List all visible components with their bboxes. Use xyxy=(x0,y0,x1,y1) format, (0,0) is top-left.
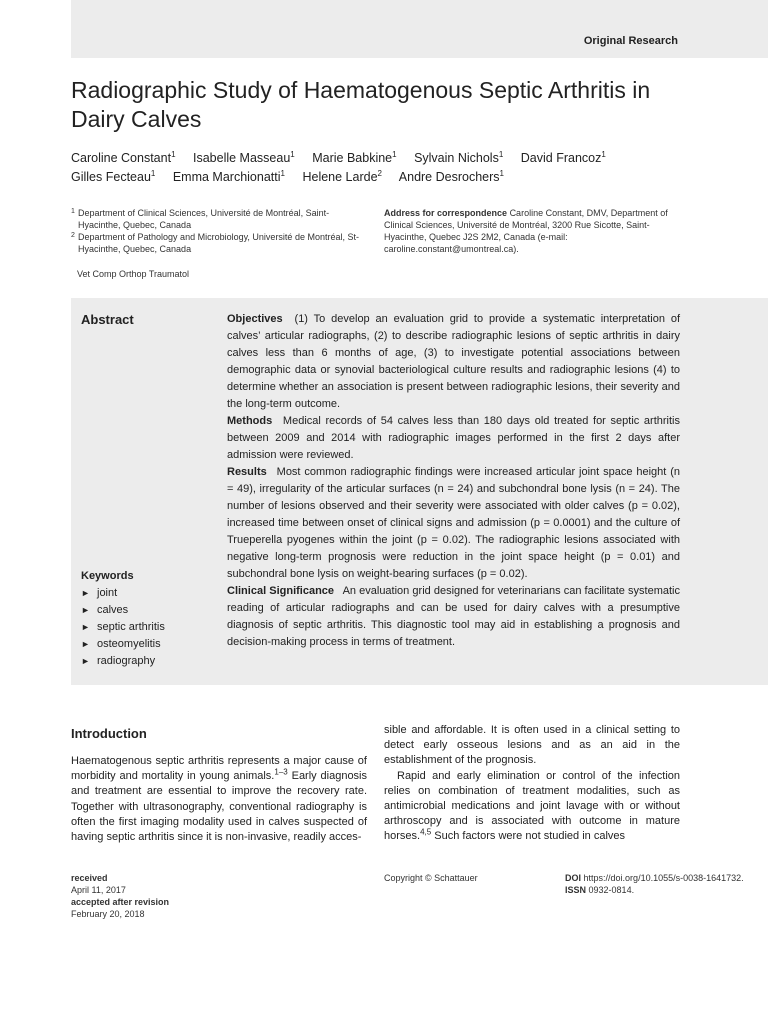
keywords-heading: Keywords xyxy=(81,570,134,582)
arrow-right-icon: ► xyxy=(81,639,90,649)
arrow-right-icon: ► xyxy=(81,588,90,598)
header-bar xyxy=(71,0,768,58)
author: Emma Marchionatti$^1$ xyxy=(172,168,285,184)
keyword-item[interactable]: ► joint xyxy=(81,585,165,602)
article-title: Radiographic Study of Haematogenous Septic Arthritis in Dairy Calves xyxy=(71,77,651,132)
author: Marie Babkine$^1$ xyxy=(312,149,397,165)
arrow-right-icon: ► xyxy=(81,605,90,615)
introduction-heading: Introduction xyxy=(71,726,147,741)
article-type-label: Original Research xyxy=(583,35,678,47)
keyword-item[interactable]: ► septic arthritis xyxy=(81,619,165,636)
journal-name: Vet Comp Orthop Traumatol xyxy=(77,269,190,279)
copyright: Copyright © Schattauer xyxy=(384,873,478,883)
author: Isabelle Masseau$^1$ xyxy=(193,149,295,165)
affiliation-item: 2 Department of Pathology and Microbiology, Université de Montréal, St-Hyacinthe, Quebec, Canada xyxy=(71,232,359,254)
reference-link[interactable]: 1–3 xyxy=(274,767,288,777)
correspondence-address: Address for correspondence Caroline Constant, DMV, Department of Clinical Sciences, Université de Montréal, 3200 Rue Sicotte, Saint-Hyacinthe, Quebec J2S 2M2, Canada (e-mail: caroline.constant@umontreal.ca). xyxy=(384,208,668,254)
introduction-right-column xyxy=(384,723,680,845)
keyword-item[interactable]: ► osteomyelitis xyxy=(81,636,165,653)
author: Gilles Fecteau$^1$ xyxy=(71,168,156,184)
doi-issn xyxy=(565,872,744,896)
issn: ISSN 0932-0814. xyxy=(565,885,635,895)
author: Sylvain Nichols$^1$ xyxy=(414,149,504,165)
abstract-objectives: Objectives (1) To develop an evaluation grid to provide a systematic interpretation of calves’ articular radiographs, (2) to describe radiographic lesions of septic arthritis in dairy calves less than 6 months of age, (3) to investigate potential associations between demographic data or synovial bacteriological culture results and radiographic lesions (4) to determine whether an association is present between radiographic lesions, their severity and the long-term outcome. xyxy=(227,313,680,410)
abstract-significance: Clinical Significance An evaluation grid designed for veterinarians can facilitate systematic reading of articular radiographs and can be used for dairy calves with a presumptive diagnosis of septic arthritis. This diagnostic tool may aid in establishing a prognosis and decision-making process in terms of treatment. xyxy=(227,585,680,648)
author: Andre Desrochers$^1$ xyxy=(398,168,504,184)
keyword-item[interactable]: ► calves xyxy=(81,602,165,619)
arrow-right-icon: ► xyxy=(81,656,90,666)
author-list xyxy=(71,149,691,187)
arrow-right-icon: ► xyxy=(81,622,90,632)
affiliations xyxy=(71,207,371,255)
reference-link[interactable]: 4,5 xyxy=(420,827,432,837)
abstract-body xyxy=(227,311,680,651)
abstract-results: Results Most common radiographic findings were increased articular joint space height (n = 49), irregularity of the articular surfaces (n = 24) and subchondral bone lysis (n = 24). The number of lesions observed and their severity were associated with older calves (p = 0.02), increased time between onset of clinical signs and admission (p = 0.0001) and the culture of Trueperella pyogenes within the joint (p = 0.02). The radiographic lesions associated with negative long-term prognosis were reduction in the joint space height (p = 0.01) and subchondral bone lysis on weight-bearing surfaces (p = 0.02). xyxy=(227,466,680,580)
author: Caroline Constant$^1$ xyxy=(71,149,176,165)
introduction-left-column xyxy=(71,754,367,845)
abstract-box xyxy=(71,298,768,685)
affiliation-item: 1 Department of Clinical Sciences, Université de Montréal, Saint-Hyacinthe, Quebec, Canada xyxy=(71,208,330,230)
keywords xyxy=(81,568,165,670)
doi[interactable]: DOI https://doi.org/10.1055/s-0038-1641732. xyxy=(565,873,744,883)
paragraph: Haematogenous septic arthritis represents a major cause of morbidity and mortality in young animals.$^{1-3}$ Early diagnosis and treatment are essential to improve the recovery rate. Together with ultrasonography, conventional radiography is often the first imaging modality used in calves suspected of having septic arthritis since it is non-invasive, readily acces- xyxy=(71,755,368,844)
abstract-heading: Abstract xyxy=(81,312,134,327)
keyword-item[interactable]: ► radiography xyxy=(81,653,165,670)
paragraph: sible and affordable. It is often used in a clinical setting to detect early osseous lesions and as an aid in the establishment of the prognosis. xyxy=(384,724,680,767)
author: David Francoz$^1$ xyxy=(520,149,606,165)
article-history: received April 11, 2017 accepted after revision February 20, 2018 xyxy=(71,873,170,919)
abstract-methods: Methods Medical records of 54 calves less than 180 days old treated for septic arthritis between 2009 and 2014 with radiographic images performed in the first 2 days after admission were reviewed. xyxy=(227,415,680,461)
paragraph: Rapid and early elimination or control of the infection relies on combination of treatment modalities, such as antimicrobial medications and joint lavage with or without arthroscopy and is associated with outcome in mature horses.$^{4,5}$ Such factors were not studied in calves xyxy=(384,769,680,843)
author: Helene Larde$^2$ xyxy=(302,168,382,184)
